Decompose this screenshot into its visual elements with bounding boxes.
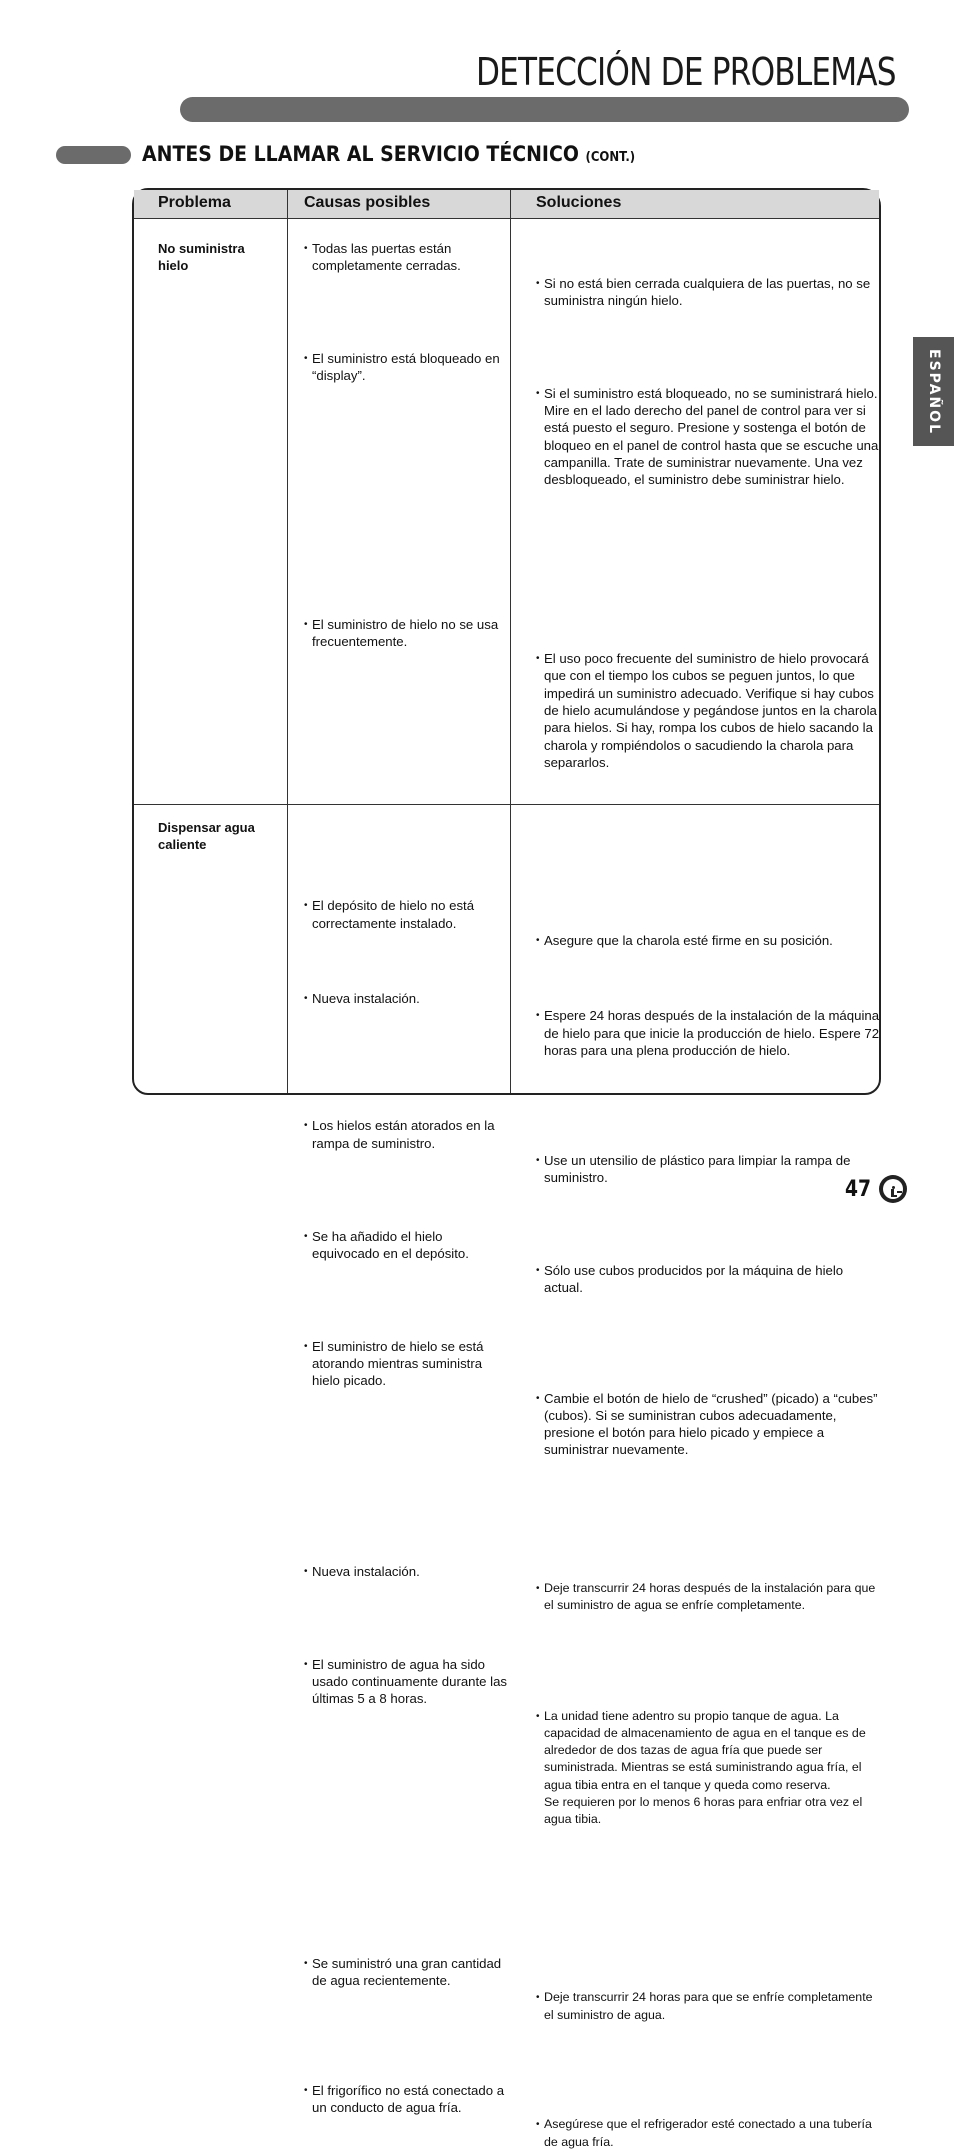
solution-item: • El uso poco frecuente del suministro de hielo provocará que con el tiempo los cubos se peguen juntos, lo que impedirá un suministro adecuado. Verifique si hay cubos de hielo acumulándose y pegándose juntos en la charola para hielos. Si hay, rompa los cubos de hielo sacando la charola y rompiéndolos o sacudiendo la charola para separarlos. — [536, 650, 882, 771]
section-pill — [56, 146, 131, 164]
solution-item: • Asegure que la charola esté firme en su posición. — [536, 932, 882, 949]
solution-text: La unidad tiene adentro su propio tanque de agua. La capacidad de almacenamiento de agua en el tanque es de alrededor de dos tazas de agua fría que puede ser suministrada. Mientras se está suministrando agua fría, el agua tibia entra en el tanque y queda como reserva. — [544, 1708, 866, 1792]
header-problem: Problema — [158, 194, 231, 211]
cause-item: • El suministro de hielo no se usa frecuentemente. — [304, 616, 512, 651]
problem-label: No suministra hielo — [158, 241, 245, 273]
section-title — [142, 142, 635, 166]
cause-item: • Se suministró una gran cantidad de agua recientemente. — [304, 1955, 512, 1990]
column-divider-1 — [287, 190, 288, 1093]
cause-item: • El suministro de agua ha sido usado continuamente durante las últimas 5 a 8 horas. — [304, 1656, 512, 1708]
solution-text-extra: Se requieren por lo menos 6 horas para enfriar otra vez el agua tibia. — [544, 1795, 863, 1827]
page-title: DETECCIÓN DE PROBLEMAS — [476, 50, 896, 94]
solution-item: • Use un utensilio de plástico para limpiar la rampa de suministro. — [536, 1152, 882, 1187]
section-title-cont: (CONT.) — [585, 150, 636, 165]
table-header — [134, 190, 879, 219]
language-tab — [913, 337, 954, 446]
cause-item: • El suministro de hielo se está atorando mientras suministra hielo picado. — [304, 1338, 512, 1390]
cause-item: • El suministro está bloqueado en “display”. — [304, 350, 512, 385]
solution-item: • Asegúrese que el refrigerador esté conectado a una tubería de agua fría. — [536, 2116, 882, 2151]
cause-item: • Todas las puertas están completamente cerradas. — [304, 240, 512, 275]
lg-logo-icon — [879, 1175, 907, 1203]
language-tab-label: ESPAÑOL — [925, 348, 942, 435]
page-number: 47 — [845, 1177, 872, 1202]
header-solutions: Soluciones — [536, 194, 622, 211]
cause-item: • Nueva instalación. — [304, 990, 512, 1007]
solution-item: • Espere 24 horas después de la instalación de la máquina de hielo para que inicie la producción de hielo. Espere 72 horas para una plena producción de hielo. — [536, 1007, 882, 1059]
solution-item: • Sólo use cubos producidos por la máquina de hielo actual. — [536, 1262, 882, 1297]
solution-item: • Cambie el botón de hielo de “crushed” (picado) a “cubes” (cubos). Si se suministran cubos adecuadamente, presione el botón para hielo picado y empiece a suministrar nuevamente. — [536, 1390, 882, 1459]
solution-item — [536, 1708, 882, 1829]
header-causes: Causas posibles — [304, 194, 431, 211]
cause-item: • Los hielos están atorados en la rampa de suministro. — [304, 1117, 512, 1152]
solution-item: • Deje transcurrir 24 horas después de la instalación para que el suministro de agua se enfríe completamente. — [536, 1580, 882, 1615]
solution-item: • Si no está bien cerrada cualquiera de las puertas, no se suministra ningún hielo. — [536, 275, 882, 310]
cause-item: • Se ha añadido el hielo equivocado en el depósito. — [304, 1228, 512, 1263]
cause-item: • El depósito de hielo no está correctamente instalado. — [304, 897, 512, 932]
solution-item: • Si el suministro está bloqueado, no se suministrará hielo. Mire en el lado derecho del panel de control para ver si está puesto el seguro. Presione y sostenga el botón de bloqueo en el panel de control hasta que se escuche una campanilla. Trate de suministrar nuevamente. Una vez desbloqueado, el suministro debe suministrar hielo. — [536, 385, 882, 489]
solution-item: • Deje transcurrir 24 horas para que se enfríe completamente el suministro de agua. — [536, 1989, 882, 2024]
cause-item: • El frigorífico no está conectado a un conducto de agua fría. — [304, 2082, 512, 2117]
problem-label: Dispensar agua caliente — [158, 820, 255, 852]
section-title-text: ANTES DE LLAMAR AL SERVICIO TÉCNICO — [142, 142, 579, 166]
title-bar — [180, 97, 909, 122]
group-divider — [134, 804, 879, 805]
cause-item: • Nueva instalación. — [304, 1563, 512, 1580]
